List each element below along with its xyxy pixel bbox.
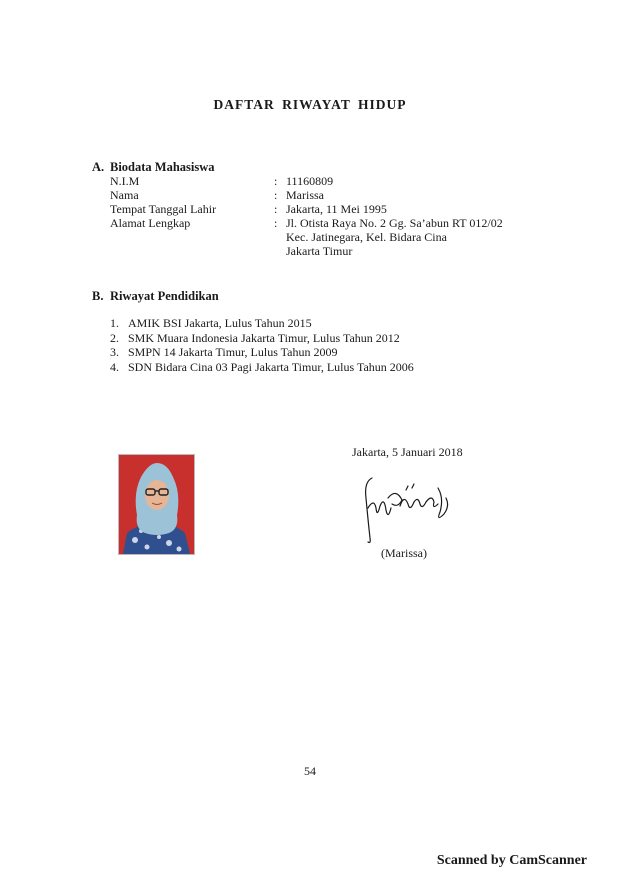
place-date: Jakarta, 5 Januari 2018 xyxy=(352,445,463,459)
bio-label: N.I.M xyxy=(110,174,140,188)
bio-colon: : xyxy=(274,202,278,216)
section-a-title: Biodata Mahasiswa xyxy=(110,160,215,174)
list-index: 2. xyxy=(110,330,119,345)
bio-value: Jakarta, 11 Mei 1995 xyxy=(286,202,387,216)
portrait-illustration xyxy=(119,455,194,554)
list-text: AMIK BSI Jakarta, Lulus Tahun 2015 xyxy=(128,316,312,330)
page-number: 54 xyxy=(304,764,316,778)
list-index: 4. xyxy=(110,359,119,374)
bio-value: Marissa xyxy=(286,188,324,202)
list-item xyxy=(110,316,414,331)
bio-label: Alamat Lengkap xyxy=(110,216,191,230)
list-text: SMK Muara Indonesia Jakarta Timur, Lulus Tahun 2012 xyxy=(128,330,400,345)
list-item xyxy=(110,345,414,360)
list-index: 1. xyxy=(110,316,119,330)
bio-colon: : xyxy=(274,216,278,230)
bio-label: Nama xyxy=(110,188,139,202)
address-line-2: Kec. Jatinegara, Kel. Bidara Cina xyxy=(286,230,447,244)
handwritten-signature xyxy=(358,468,458,553)
education-list xyxy=(110,316,414,374)
bio-value: 11160809 xyxy=(286,174,334,188)
bio-colon: : xyxy=(274,188,278,202)
bio-label: Tempat Tanggal Lahir xyxy=(110,202,217,216)
profile-photo xyxy=(118,454,195,555)
list-item xyxy=(110,331,414,346)
list-index: 3. xyxy=(110,345,119,359)
list-text: SDN Bidara Cina 03 Pagi Jakarta Timur, Lulus Tahun 2006 xyxy=(128,359,414,374)
section-b-number: B. xyxy=(92,289,104,303)
section-b-heading xyxy=(92,289,219,304)
scanner-watermark: Scanned by CamScanner xyxy=(436,853,587,868)
signatory-name: (Marissa) xyxy=(381,546,427,560)
list-text: SMPN 14 Jakarta Timur, Lulus Tahun 2009 xyxy=(128,345,338,359)
address-line-3: Jakarta Timur xyxy=(286,244,353,258)
list-item xyxy=(110,360,414,375)
section-b-title: Riwayat Pendidikan xyxy=(110,289,219,303)
section-a-heading xyxy=(92,160,215,175)
section-a-number: A. xyxy=(92,160,105,174)
bio-value: Jl. Otista Raya No. 2 Gg. Sa’abun RT 012/02 xyxy=(286,216,503,230)
document-title: DAFTAR RIWAYAT HIDUP xyxy=(213,97,407,112)
bio-colon: : xyxy=(274,174,278,188)
